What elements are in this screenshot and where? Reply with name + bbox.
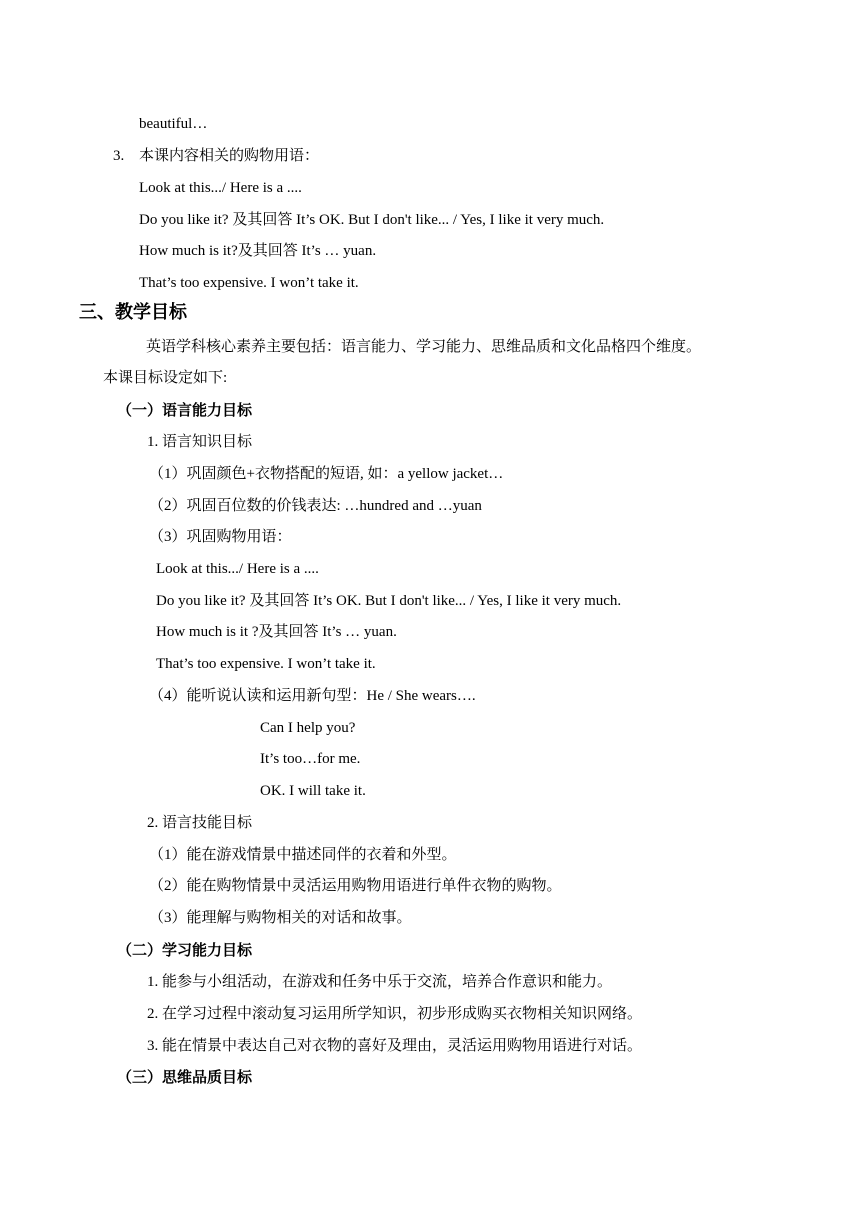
text-line: OK. I will take it. [260,783,366,799]
text-line: Do you like it? 及其回答 It’s OK. But I don't like... / Yes, I like it very much. [156,593,622,609]
text-line: （2）能在购物情景中灵活运用购物用语进行单件衣物的购物。 [149,878,562,894]
text-line: How much is it ?及其回答 It’s … yuan. [156,624,397,640]
subsection-heading: （三）思维品质目标 [117,1068,253,1086]
text-line: 3. 能在情景中表达自己对衣物的喜好及理由，灵活运用购物用语进行对话。 [147,1038,643,1054]
text-line: （1）能在游戏情景中描述同伴的衣着和外型。 [149,847,457,863]
text-line: （3）巩固购物用语： [149,529,292,545]
text-line: Can I help you? [260,720,356,736]
text-line: （1）巩固颜色+衣物搭配的短语, 如：a yellow jacket… [149,466,504,482]
text-line: （4）能听说认读和运用新句型：He / She wears…. [149,688,476,704]
paragraph-line: 本课目标设定如下: [103,370,228,386]
text-line: It’s too…for me. [260,751,361,767]
list-item-text: 本课内容相关的购物用语： [139,148,320,164]
text-line: 2. 在学习过程中滚动复习运用所学知识，初步形成购买衣物相关知识网络。 [147,1006,643,1022]
text-line: Do you like it? 及其回答 It’s OK. But I don't like... / Yes, I like it very much. [139,212,605,228]
subsection-heading: （一）语言能力目标 [117,401,253,419]
list-number: 3. [113,148,125,164]
section-heading: 三、教学目标 [79,302,187,323]
text-line: （3）能理解与购物相关的对话和故事。 [149,910,412,926]
text-line: beautiful… [139,116,208,132]
subsection-heading: （二）学习能力目标 [117,941,253,959]
text-line: How much is it?及其回答 It’s … yuan. [139,243,377,259]
text-line: （2）巩固百位数的价钱表达: …hundred and …yuan [149,498,482,514]
text-line: That’s too expensive. I won’t take it. [156,656,376,672]
text-line: 2. 语言技能目标 [147,815,253,831]
list-item [113,146,319,166]
text-line: 1. 能参与小组活动，在游戏和任务中乐于交流，培养合作意识和能力。 [147,974,613,990]
text-line: Look at this.../ Here is a .... [139,180,302,196]
text-line: That’s too expensive. I won’t take it. [139,275,359,291]
text-line: 1. 语言知识目标 [147,434,253,450]
text-line: Look at this.../ Here is a .... [156,561,319,577]
paragraph-line: 英语学科核心素养主要包括：语言能力、学习能力、思维品质和文化品格四个维度。 [146,339,702,355]
